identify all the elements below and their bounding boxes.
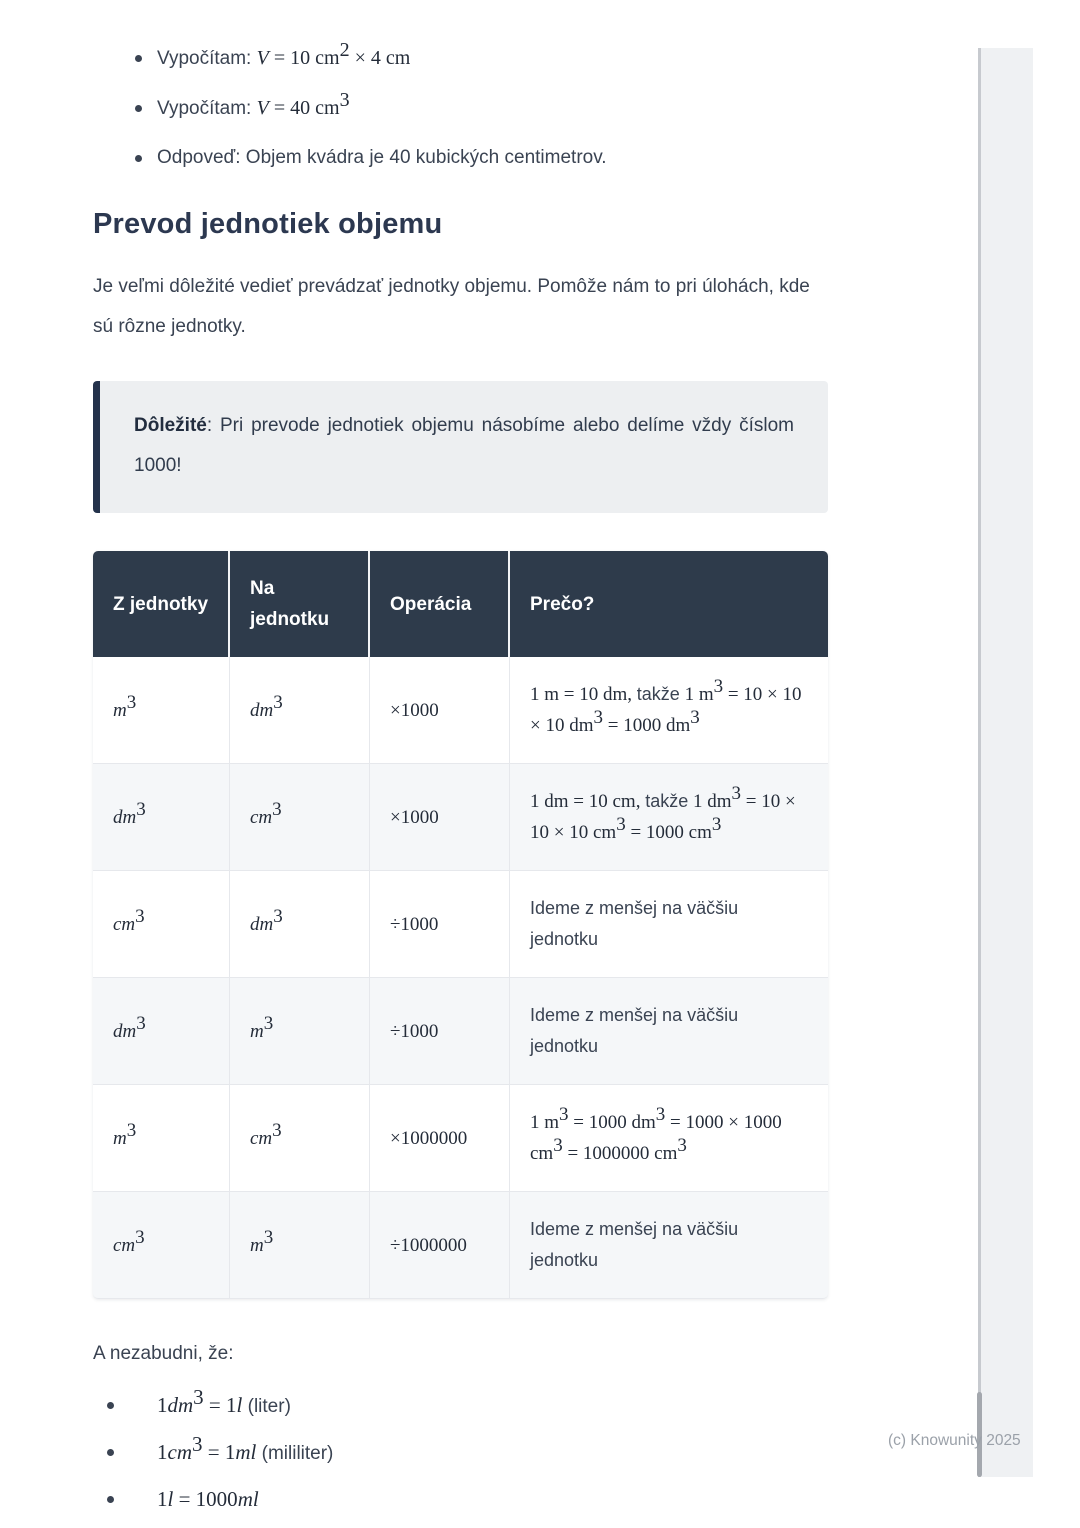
cell-operation: ÷1000 bbox=[370, 978, 510, 1085]
cell-why: Ideme z menšej na väčšiu jednotku bbox=[510, 871, 828, 978]
cell-from: $dm^3$ bbox=[93, 764, 230, 871]
table-row bbox=[93, 1085, 828, 1192]
bullet-icon bbox=[135, 105, 142, 112]
list-item bbox=[93, 146, 828, 170]
cell-to: $m^3$ bbox=[230, 978, 370, 1085]
cell-operation: ×1000 bbox=[370, 657, 510, 764]
bullet-icon bbox=[107, 1402, 114, 1409]
cell-operation: ×1000000 bbox=[370, 1085, 510, 1192]
cell-from: $m^3$ bbox=[93, 1085, 230, 1192]
table-row bbox=[93, 657, 828, 764]
list-item bbox=[93, 1431, 828, 1466]
cell-from: $m^3$ bbox=[93, 657, 230, 764]
cell-to: $dm^3$ bbox=[230, 871, 370, 978]
list-item-text: $1cm^3 = 1ml$ (mililiter) bbox=[157, 1431, 334, 1464]
cell-why: 1 dm = 10 cm, takže 1 $dm^3 = 10 \times 10 \times 10$ $cm^3 = 1000$ $cm^3$ bbox=[510, 764, 828, 871]
list-item bbox=[93, 88, 828, 121]
callout-bold-label: Dôležité bbox=[134, 415, 207, 436]
cell-to: $m^3$ bbox=[230, 1192, 370, 1299]
intro-paragraph: Je veľmi dôležité vedieť prevádzať jednotky objemu. Pomôže nám to pri úlohách, kde sú rôzne jednotky. bbox=[93, 276, 810, 337]
table-row bbox=[93, 764, 828, 871]
remember-label: A nezabudni, že: bbox=[93, 1343, 234, 1364]
solution-steps-list bbox=[93, 38, 828, 170]
list-item bbox=[93, 1487, 828, 1513]
document-content bbox=[93, 38, 828, 1513]
list-item bbox=[93, 1384, 828, 1419]
cell-why: 1 m = 10 dm, takže 1 $m^3 = 10 \times 10 \times 10$ $dm^3 = 1000$ $dm^3$ bbox=[510, 657, 828, 764]
cell-from: $cm^3$ bbox=[93, 1192, 230, 1299]
list-item-text: Vypočítam: V = 40 $cm^3$ bbox=[157, 88, 350, 119]
cell-to: $dm^3$ bbox=[230, 657, 370, 764]
cell-from: $dm^3$ bbox=[93, 978, 230, 1085]
list-item bbox=[93, 38, 828, 71]
cell-why: Ideme z menšej na väčšiu jednotku bbox=[510, 1192, 828, 1299]
cell-operation: ÷1000 bbox=[370, 871, 510, 978]
table-row bbox=[93, 978, 828, 1085]
column-header-operation: Operácia bbox=[370, 551, 510, 657]
list-item-text: $1dm^3 = 1l$ (liter) bbox=[157, 1384, 291, 1417]
column-header-to: Na jednotku bbox=[230, 551, 370, 657]
cell-operation: ÷1000000 bbox=[370, 1192, 510, 1299]
cell-from: $cm^3$ bbox=[93, 871, 230, 978]
section-title: Prevod jednotiek objemu bbox=[93, 208, 443, 240]
table-header-row bbox=[93, 551, 828, 657]
copyright-watermark: (c) Knowunity 2025 bbox=[888, 1432, 1021, 1449]
bullet-icon bbox=[107, 1496, 114, 1503]
important-callout bbox=[93, 381, 828, 513]
cell-why: 1 $m^3 = 1000$ $dm^3 = 1000 \times 1000$ $cm^3 = 1000000$ $cm^3$ bbox=[510, 1085, 828, 1192]
cell-to: $cm^3$ bbox=[230, 764, 370, 871]
column-header-why: Prečo? bbox=[510, 551, 828, 657]
bullet-icon bbox=[135, 55, 142, 62]
cell-to: $cm^3$ bbox=[230, 1085, 370, 1192]
unit-conversion-table bbox=[93, 551, 828, 1299]
callout-rest-text: : Pri prevode jednotiek objemu násobíme alebo delíme vždy číslom 1000! bbox=[134, 415, 794, 476]
table-row bbox=[93, 1192, 828, 1299]
list-item-text: Vypočítam: V = 10 $cm^2 \times 4$ cm bbox=[157, 38, 411, 69]
callout-text bbox=[134, 406, 794, 486]
next-page-edge-panel bbox=[978, 48, 1033, 1477]
column-header-from: Z jednotky bbox=[93, 551, 230, 657]
bullet-icon bbox=[135, 155, 142, 162]
bullet-icon bbox=[107, 1449, 114, 1456]
cell-why: Ideme z menšej na väčšiu jednotku bbox=[510, 978, 828, 1085]
list-item-text: Odpoveď: Objem kvádra je 40 kubických centimetrov. bbox=[157, 147, 607, 168]
cell-operation: ×1000 bbox=[370, 764, 510, 871]
list-item-text: 1l = 1000ml bbox=[157, 1487, 259, 1511]
remember-list bbox=[93, 1384, 828, 1513]
table-row bbox=[93, 871, 828, 978]
